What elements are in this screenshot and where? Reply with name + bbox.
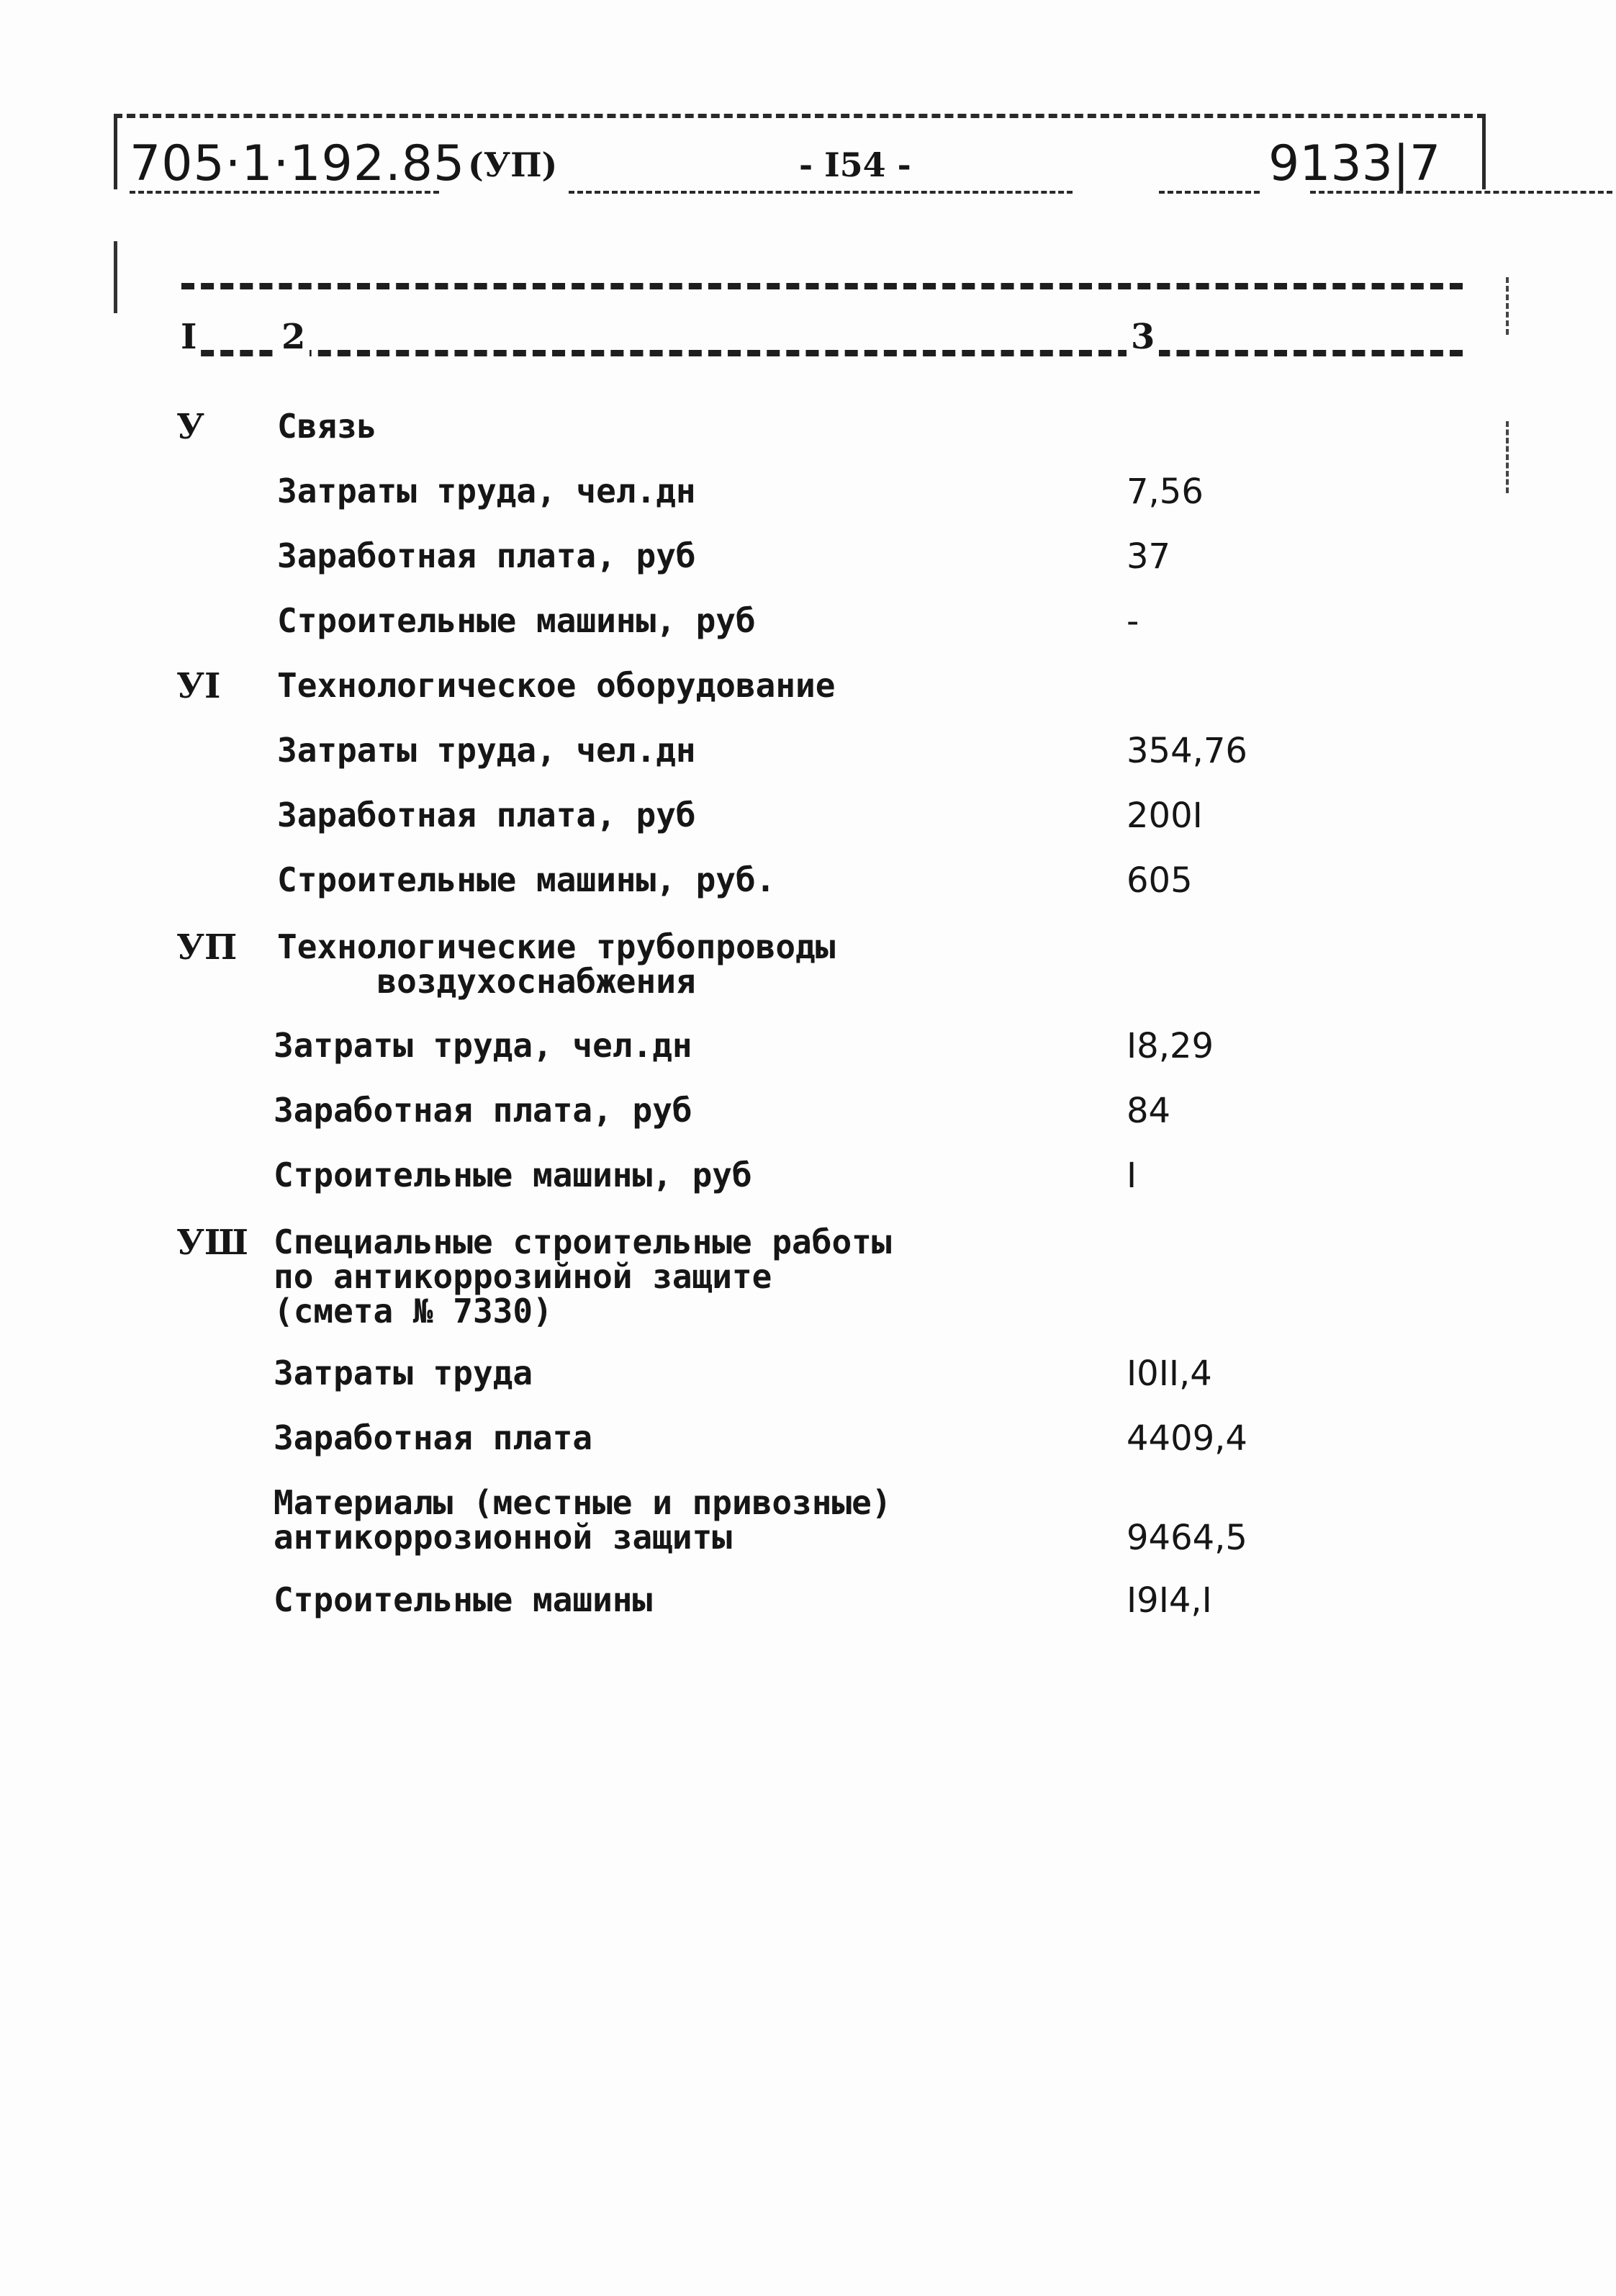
- row-label: Заработная плата, руб: [277, 796, 696, 834]
- margin-tick: [1506, 277, 1509, 335]
- column-header-3: 3: [1127, 317, 1159, 357]
- row-value: -: [1127, 601, 1139, 641]
- row-label: Материалы (местные и привозные) антикоррозионной защиты: [274, 1483, 892, 1557]
- section-numeral: УП: [176, 927, 238, 968]
- sheet-number: 9133|7: [1268, 135, 1441, 192]
- margin-mark: [114, 241, 117, 313]
- row-value: 84: [1127, 1091, 1171, 1131]
- row-label: Затраты труда, чел.дн: [277, 472, 696, 510]
- header-underline: [1310, 191, 1612, 194]
- header-left-rule: [114, 114, 117, 189]
- row-label: Строительные машины, руб.: [277, 860, 776, 899]
- column-header-1: I: [176, 317, 201, 357]
- document-subcode: (УП): [468, 145, 558, 184]
- row-label: Затраты труда, чел.дн: [274, 1026, 692, 1065]
- section-title: Специальные строительные работы по антикоррозийной защите (смета № 7330): [274, 1223, 892, 1331]
- document-code: 705·1·192.85: [130, 135, 466, 192]
- column-header-rule: [181, 350, 1463, 356]
- section-title: Технологические трубопроводы воздухоснабжения: [277, 927, 836, 1001]
- row-value: 605: [1127, 860, 1193, 901]
- row-label: Строительные машины, руб: [277, 601, 756, 640]
- row-label: Заработная плата, руб: [274, 1091, 692, 1130]
- row-value: 9464,5: [1127, 1518, 1247, 1558]
- row-value: I9I4,I: [1127, 1580, 1212, 1621]
- header-underline: [569, 191, 756, 194]
- row-label: Строительные машины, руб: [274, 1156, 752, 1194]
- row-value: I: [1127, 1156, 1137, 1196]
- column-header-2: 2: [277, 317, 310, 357]
- row-label: Заработная плата: [274, 1418, 593, 1457]
- section-numeral: УI: [176, 666, 221, 706]
- section-title: Технологическое оборудование: [277, 666, 836, 705]
- row-value: I8,29: [1127, 1026, 1214, 1066]
- header-top-rule: [114, 114, 1486, 118]
- header-underline: [130, 191, 439, 194]
- section-numeral: У: [176, 407, 204, 447]
- row-value: 4409,4: [1127, 1418, 1247, 1459]
- margin-tick: [1506, 421, 1509, 493]
- row-value: 37: [1127, 536, 1171, 577]
- section-numeral: УШ: [176, 1223, 248, 1263]
- section-title: Связь: [277, 407, 377, 446]
- header-right-rule: [1482, 114, 1486, 189]
- table-top-rule: [181, 283, 1463, 289]
- row-label: Строительные машины: [274, 1580, 653, 1619]
- header-underline: [741, 191, 1073, 194]
- row-label: Затраты труда, чел.дн: [277, 731, 696, 770]
- row-value: 7,56: [1127, 472, 1204, 512]
- header-underline: [1159, 191, 1260, 194]
- page-number: - I54 -: [799, 145, 911, 184]
- header-stamp: [108, 108, 1497, 202]
- row-value: 354,76: [1127, 731, 1247, 771]
- row-label: Затраты труда: [274, 1354, 533, 1392]
- row-value: I0II,4: [1127, 1354, 1212, 1394]
- row-value: 200I: [1127, 796, 1203, 836]
- row-label: Заработная плата, руб: [277, 536, 696, 575]
